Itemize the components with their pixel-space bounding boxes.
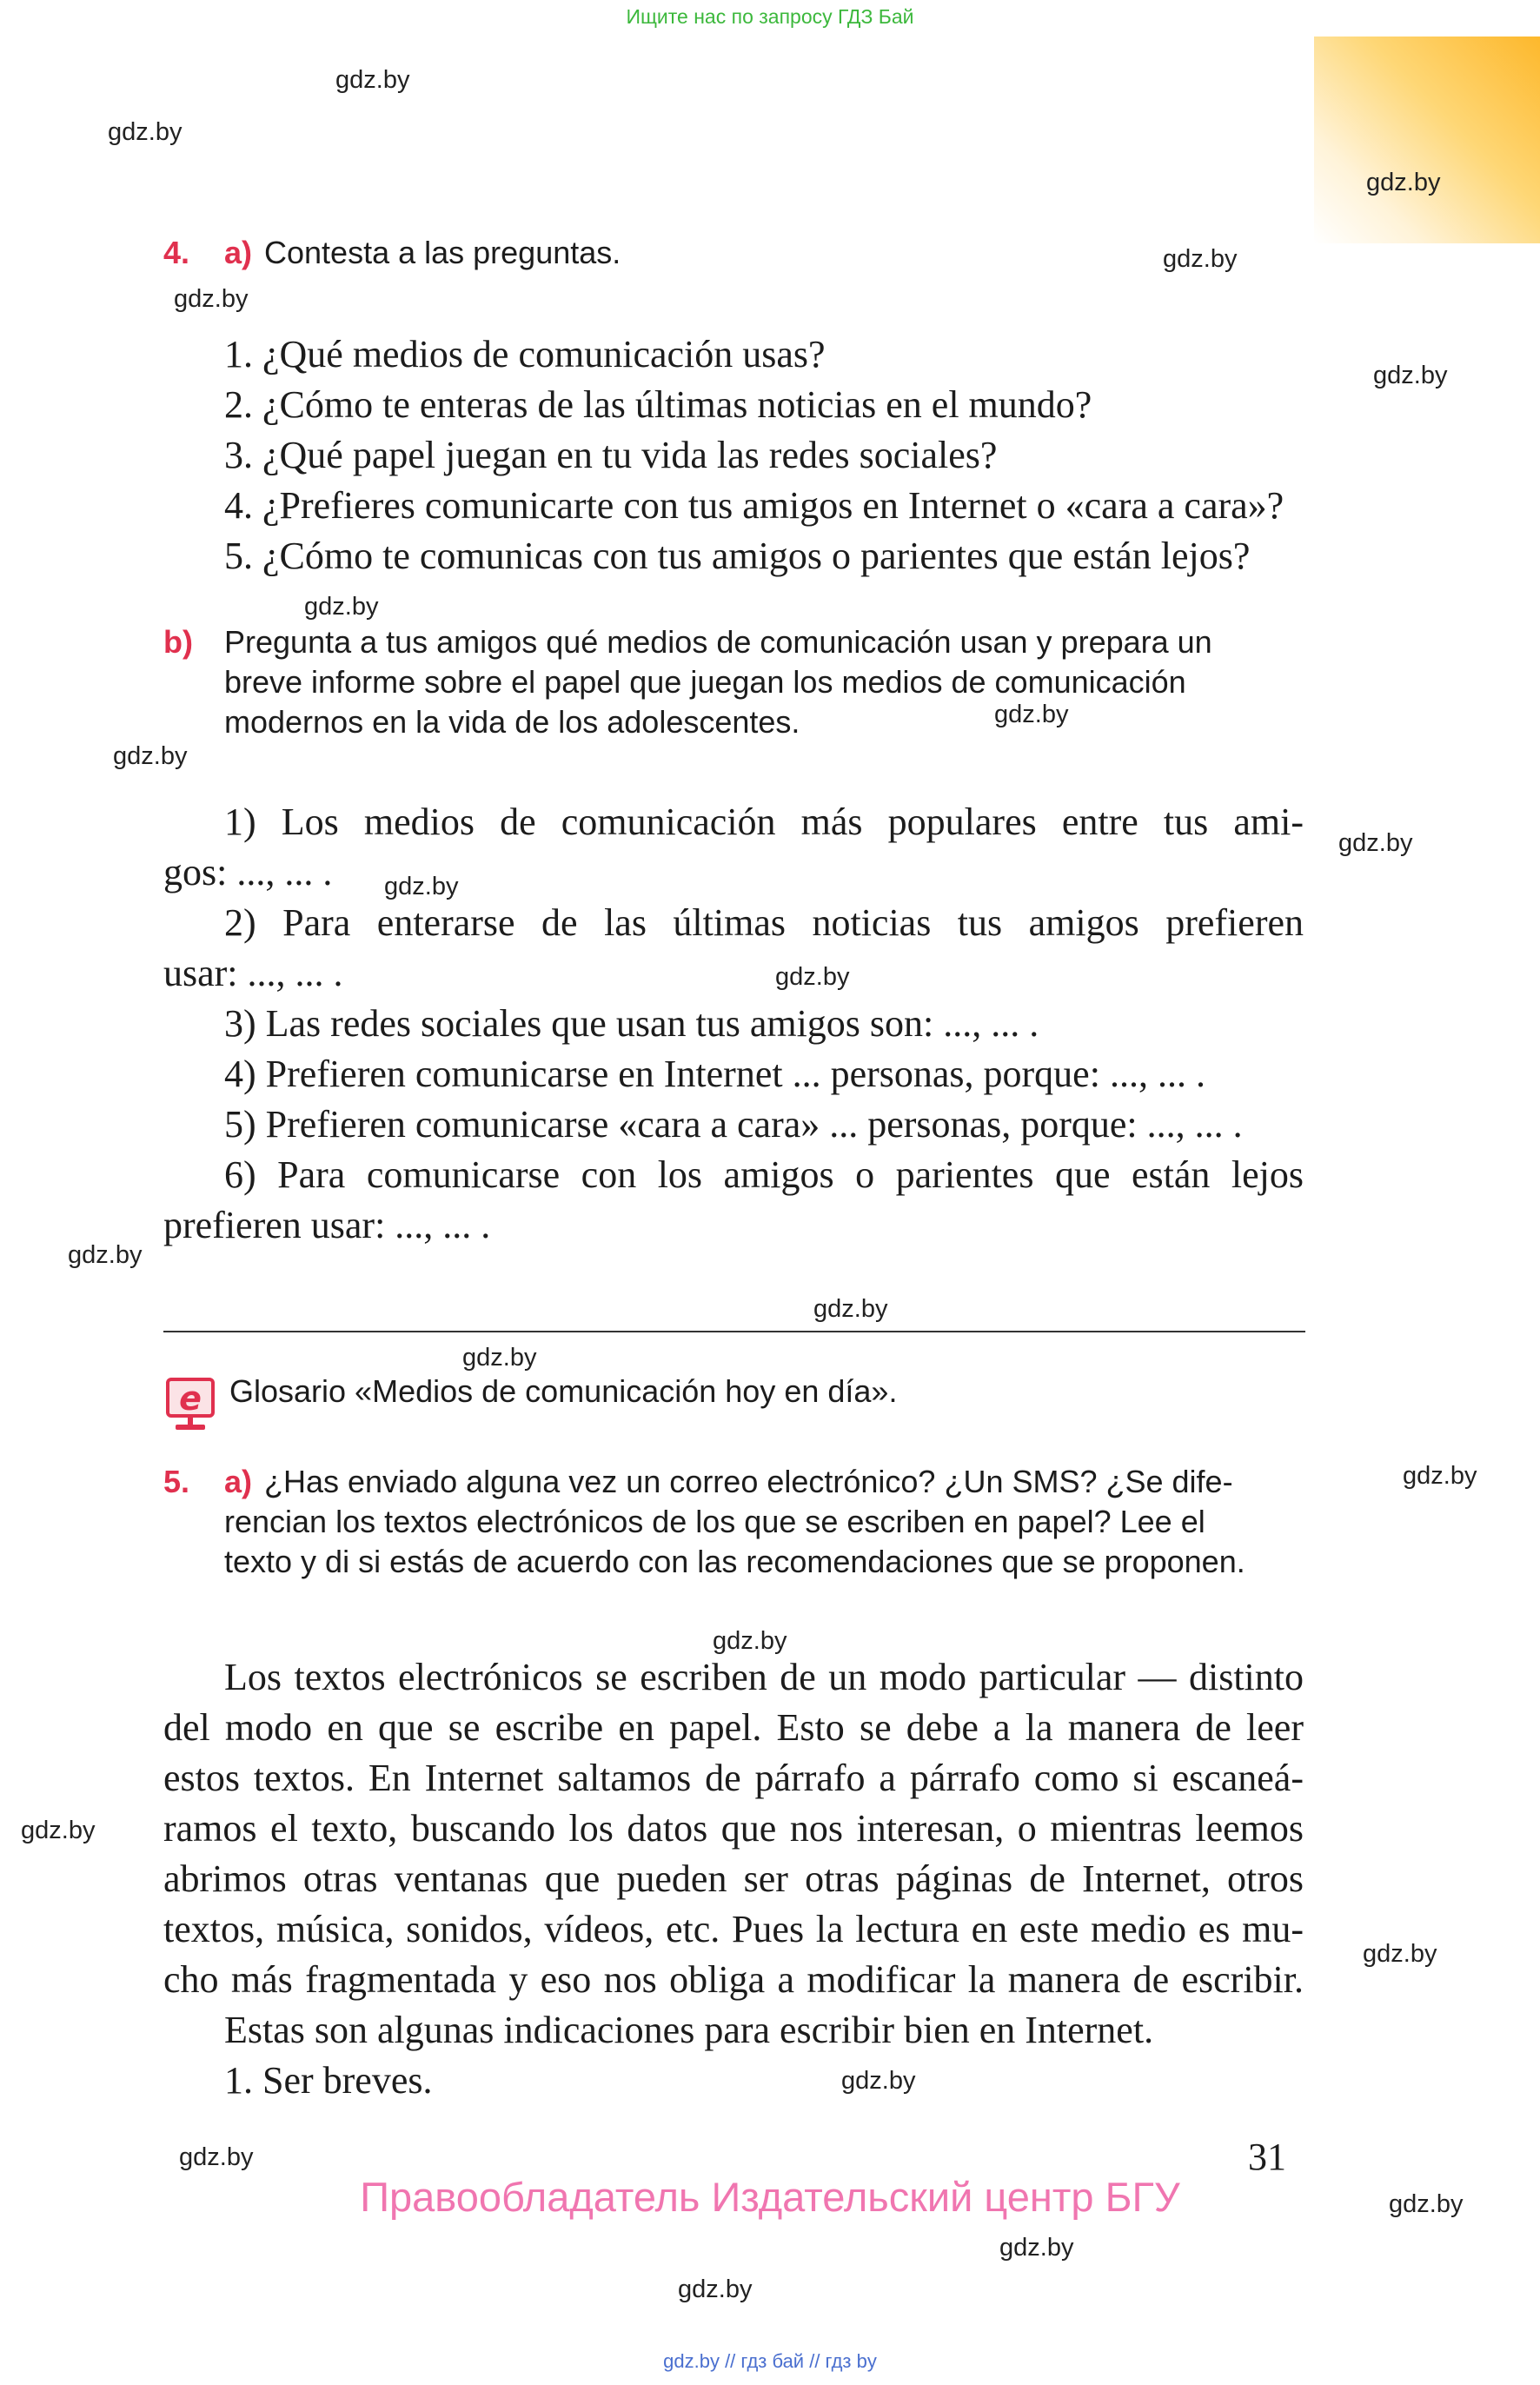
report-line: 6) Para comunicarse con los amigos o parientes que están lejos bbox=[224, 1153, 1304, 1196]
task-letter: b) bbox=[163, 624, 193, 660]
report-line: 3) Las redes sociales que usan tus amigos son: ..., ... . bbox=[224, 1002, 1039, 1045]
watermark: gdz.by bbox=[462, 1344, 537, 1372]
task-instruction-line: texto y di si estás de acuerdo con las recomendaciones que se proponen. bbox=[224, 1544, 1245, 1579]
page-number: 31 bbox=[1248, 2136, 1286, 2178]
question-item: 5. ¿Cómo te comunicas con tus amigos o parientes que están lejos? bbox=[224, 535, 1251, 577]
task-letter: a) bbox=[224, 235, 253, 270]
watermark: gdz.by bbox=[384, 873, 459, 900]
task-instruction-line: rencian los textos electrónicos de los que se escriben en papel? Lee el bbox=[224, 1504, 1205, 1539]
question-item: 3. ¿Qué papel juegan en tu vida las redes sociales? bbox=[224, 434, 998, 476]
question-item: 2. ¿Cómo te enteras de las últimas noticias en el mundo? bbox=[224, 383, 1092, 426]
watermark: gdz.by bbox=[304, 593, 379, 621]
footer-links[interactable]: gdz.by // гдз бай // гдз by bbox=[663, 2350, 877, 2372]
watermark: gdz.by bbox=[841, 2067, 916, 2095]
question-item: 4. ¿Prefieres comunicarte con tus amigos en Internet o «cara a cara»? bbox=[224, 484, 1284, 527]
question-item: 1. ¿Qué medios de comunicación usas? bbox=[224, 333, 826, 375]
report-line: 1) Los medios de comunicación más populares entre tus ami- bbox=[224, 801, 1304, 843]
task-instruction-line: modernos en la vida de los adolescentes. bbox=[224, 704, 800, 740]
task-number: 4. bbox=[163, 235, 190, 270]
electronic-resource-icon bbox=[165, 1377, 216, 1436]
text-line: del modo en que se escribe en papel. Esto se debe a la manera de leer bbox=[163, 1706, 1304, 1749]
text-line: Estas son algunas indicaciones para escribir bien en Internet. bbox=[224, 2009, 1154, 2051]
report-line: 2) Para enterarse de las últimas noticias tus amigos prefieren bbox=[224, 901, 1304, 944]
watermark: gdz.by bbox=[813, 1295, 888, 1323]
top-banner: Ищите нас по запросу ГДЗ Бай bbox=[626, 5, 914, 28]
watermark: gdz.by bbox=[678, 2275, 753, 2303]
watermark: gdz.by bbox=[1163, 245, 1238, 273]
watermark: gdz.by bbox=[174, 285, 249, 313]
watermark: gdz.by bbox=[1338, 829, 1413, 857]
watermark: gdz.by bbox=[1373, 362, 1448, 389]
watermark: gdz.by bbox=[994, 701, 1069, 728]
watermark: gdz.by bbox=[113, 742, 188, 770]
text-line: Los textos electrónicos se escriben de un modo particular — distinto bbox=[224, 1656, 1304, 1698]
text-line: cho más fragmentada y eso nos obliga a modificar la manera de escribir. bbox=[163, 1958, 1304, 2001]
text-line: textos, música, sonidos, vídeos, etc. Pues la lectura en este medio es mu- bbox=[163, 1908, 1304, 1950]
task-instruction-line: breve informe sobre el papel que juegan los medios de comunicación bbox=[224, 664, 1186, 700]
report-line: gos: ..., ... . bbox=[163, 851, 333, 894]
corner-decoration bbox=[1314, 37, 1540, 243]
copyright-holder: Правообладатель Издательский центр БГУ bbox=[360, 2174, 1180, 2220]
watermark: gdz.by bbox=[21, 1817, 96, 1844]
text-line: ramos el texto, buscando los datos que nos interesan, o mientras leemos bbox=[163, 1807, 1304, 1850]
glossary-link[interactable]: Glosario «Medios de comunicación hoy en día». bbox=[229, 1373, 898, 1409]
watermark: gdz.by bbox=[1363, 1940, 1437, 1968]
watermark: gdz.by bbox=[1403, 1462, 1477, 1490]
text-line: estos textos. En Internet saltamos de párrafo a párrafo como si escaneá- bbox=[163, 1757, 1304, 1799]
text-line: abrimos otras ventanas que pueden ser otras páginas de Internet, otros bbox=[163, 1857, 1304, 1900]
task-number: 5. bbox=[163, 1464, 190, 1499]
watermark: gdz.by bbox=[179, 2143, 254, 2171]
report-line: prefieren usar: ..., ... . bbox=[163, 1204, 491, 1246]
separator-line bbox=[163, 1331, 1305, 1332]
report-line: 4) Prefieren comunicarse en Internet ... personas, porque: ..., ... . bbox=[224, 1053, 1205, 1095]
watermark: gdz.by bbox=[1389, 2190, 1464, 2218]
watermark: gdz.by bbox=[335, 66, 410, 94]
report-line: 5) Prefieren comunicarse «cara a cara» ... personas, porque: ..., ... . bbox=[224, 1103, 1243, 1146]
watermark: gdz.by bbox=[68, 1241, 143, 1269]
watermark: gdz.by bbox=[1366, 169, 1441, 196]
report-line: usar: ..., ... . bbox=[163, 952, 343, 994]
watermark: gdz.by bbox=[999, 2234, 1074, 2262]
task-instruction-line: Pregunta a tus amigos qué medios de comunicación usan y prepara un bbox=[224, 624, 1212, 660]
watermark: gdz.by bbox=[108, 118, 183, 146]
text-line: 1. Ser breves. bbox=[224, 2059, 433, 2102]
icon-letter: e bbox=[179, 1379, 202, 1418]
watermark: gdz.by bbox=[713, 1627, 787, 1655]
task-letter: a) bbox=[224, 1464, 253, 1499]
task-instruction-line: ¿Has enviado alguna vez un correo electrónico? ¿Un SMS? ¿Se dife- bbox=[264, 1464, 1233, 1499]
task-instruction: Contesta a las preguntas. bbox=[264, 235, 621, 270]
watermark: gdz.by bbox=[775, 963, 850, 991]
